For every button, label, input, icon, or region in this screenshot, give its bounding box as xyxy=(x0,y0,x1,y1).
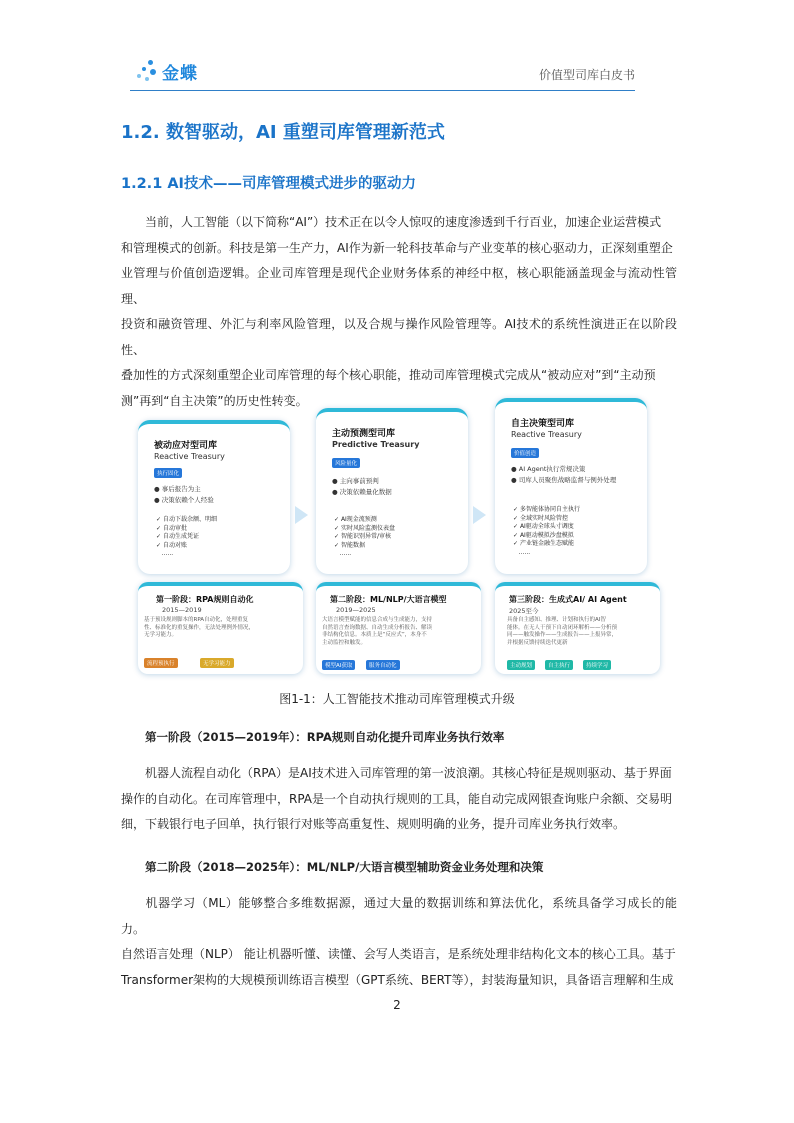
stage-tag: 主动规划 xyxy=(507,660,535,670)
stage-tag: 模型AI获取 xyxy=(322,660,355,670)
card-bullets: ● 主向事前预判 ● 决策依赖量化数据 xyxy=(332,477,392,496)
card-title: 主动预测型司库 xyxy=(332,429,396,439)
card-bullets: ● AI Agent执行常规决策 ● 司库人员聚焦战略监督与例外处理 xyxy=(511,465,617,484)
stage-tag: 服务自动化 xyxy=(366,660,400,670)
stage-title: 第三阶段：生成式AI/ AI Agent xyxy=(509,595,627,604)
card-autonomous xyxy=(495,398,647,574)
logo-text: 金蝶 xyxy=(162,63,198,84)
paragraph-intro xyxy=(121,210,677,414)
page-header xyxy=(130,54,635,91)
paragraph-line: 自然语言处理（NLP） 能让机器听懂、读懂、会写人类语言，是系统处理非结构化文本的核心工具。基于 xyxy=(121,947,676,961)
paragraph-stage2 xyxy=(121,891,677,993)
card-title: 自主决策型司库 xyxy=(511,419,575,429)
stage-tag: 无学习能力 xyxy=(200,658,234,668)
card-title: 被动应对型司库 xyxy=(154,441,218,451)
paragraph-stage1 xyxy=(121,761,677,838)
figure-caption: 图1-1：人工智能技术推动司库管理模式升级 xyxy=(279,692,515,706)
paragraph-line: 当前，人工智能（以下简称“AI”）技术正在以令人惊叹的速度渗透到千行百业，加速企业运营模式 xyxy=(145,215,662,229)
card-subtitle: Reactive Treasury xyxy=(511,430,582,439)
paragraph-line: 业管理与价值创造逻辑。企业司库管理是现代企业财务体系的神经中枢，核心职能涵盖现金与流动性管理、 xyxy=(121,266,677,306)
arrow-right-icon xyxy=(473,506,486,524)
stage2-heading: 第二阶段（2018—2025年）：ML/NLP/大语言模型辅助资金业务处理和决策 xyxy=(145,860,544,874)
card-checklist: ✓ 自动下载余额、明细 ✓ 自动审批 ✓ 自动生成凭证 ✓ 自动对账 ...... xyxy=(156,516,217,557)
paragraph-line: 细，下载银行电子回单，执行银行对账等高重复性、规则明确的业务，提升司库业务执行效率。 xyxy=(121,817,626,831)
card-bullets: ● 事后报告为主 ● 决策依赖个人经验 xyxy=(154,485,214,504)
paragraph-line: Transformer架构的大规模预训练语言模型（GPT系统、BERT等），封装海量知识，具备语言理解和生成 xyxy=(121,972,674,987)
paragraph-line: 叠加性的方式深刻重塑企业司库管理的每个核心职能，推动司库管理模式完成从“被动应对”到“主动预 xyxy=(121,368,656,382)
card-tag: 执行固化 xyxy=(154,468,182,478)
stage-tag: 持续学习 xyxy=(583,660,611,670)
stage-description: 大语言模型赋能的信息合成与生成能力，支持 自然语言查询数据、自动生成分析报告、解读 非结构化信息。本质上是“反应式”，本身不 主动监控和触发。 xyxy=(322,617,433,646)
stage-card-3 xyxy=(495,582,660,674)
paragraph-line: 和管理模式的创新。科技是第一生产力，AI作为新一轮科技革命与产业变革的核心驱动力，正深刻重塑企 xyxy=(121,240,673,255)
card-checklist: ✓ AI现金流预测 ✓ 实时风险监测仪表盘 ✓ 智能识别异常/审核 ✓ 智能数据 ...... xyxy=(334,516,395,557)
card-tag: 价值创造 xyxy=(511,448,539,458)
paragraph-line: 机器学习（ML）能够整合多维数据源，通过大量的数据训练和算法优化，系统具备学习成长的能力。 xyxy=(121,896,677,936)
stage-tag: 自主执行 xyxy=(545,660,573,670)
card-reactive xyxy=(138,420,290,574)
card-subtitle: Predictive Treasury xyxy=(332,440,420,449)
document-title: 价值型司库白皮书 xyxy=(538,68,635,82)
treasury-evolution-figure xyxy=(133,396,661,674)
arrow-right-icon xyxy=(295,506,308,524)
stage-card-2 xyxy=(316,582,481,674)
paragraph-line: 投资和融资管理、外汇与利率风险管理，以及合规与操作风险管理等。AI技术的系统性演进正在以阶段性、 xyxy=(121,317,677,357)
paragraph-line: 操作的自动化。在司库管理中，RPA是一个自动执行规则的工具，能自动完成网银查询账户余额、交易明 xyxy=(121,791,673,806)
paragraph-line: 测”再到“自主决策”的历史性转变。 xyxy=(121,393,308,408)
stage-years: 2025至今 xyxy=(509,607,539,615)
stage1-heading: 第一阶段（2015—2019年）：RPA规则自动化提升司库业务执行效率 xyxy=(145,730,505,744)
stage-years: 2019—2025 xyxy=(336,606,376,614)
stage-description: 具备自主感知、推理、计划和执行的AI智 能体。在无人干预下自动闭环解析——分析预 同——触发操作——生成报告——上报异常， 并根据反馈持续迭代更新 xyxy=(507,617,618,646)
stage-tag: 流程预执行 xyxy=(144,658,178,668)
subsection-title: 1.2.1 AI技术——司库管理模式进步的驱动力 xyxy=(121,176,416,192)
stage-description: 基于预设规则脚本的RPA自动化，处理重复 性、标准化的重复操作，无法处理例外情况， 无学习能力。 xyxy=(144,617,255,638)
stage-title: 第一阶段：RPA规则自动化 xyxy=(156,595,254,604)
stage-card-1 xyxy=(138,582,303,674)
stage-years: 2015—2019 xyxy=(162,606,202,614)
stage-title: 第二阶段：ML/NLP/大语言模型 xyxy=(330,595,447,604)
section-title: 1.2. 数智驱动，AI 重塑司库管理新范式 xyxy=(121,122,445,143)
kingdee-logo xyxy=(134,58,198,84)
page-number: 2 xyxy=(393,998,401,1012)
logo-dots-icon xyxy=(134,58,160,84)
card-predictive xyxy=(316,408,468,574)
card-subtitle: Reactive Treasury xyxy=(154,452,225,461)
paragraph-line: 机器人流程自动化（RPA）是AI技术进入司库管理的第一波浪潮。其核心特征是规则驱动、基于界面 xyxy=(145,766,672,780)
card-checklist: ✓ 多智能体协同自主执行 ✓ 全域实时风险管控 ✓ AI驱动全球头寸调度 ✓ AI驱动模拟沙盘模拟 ✓ 产业链金融生态赋能 ...... xyxy=(513,506,580,556)
card-tag: 风险量化 xyxy=(332,458,360,468)
